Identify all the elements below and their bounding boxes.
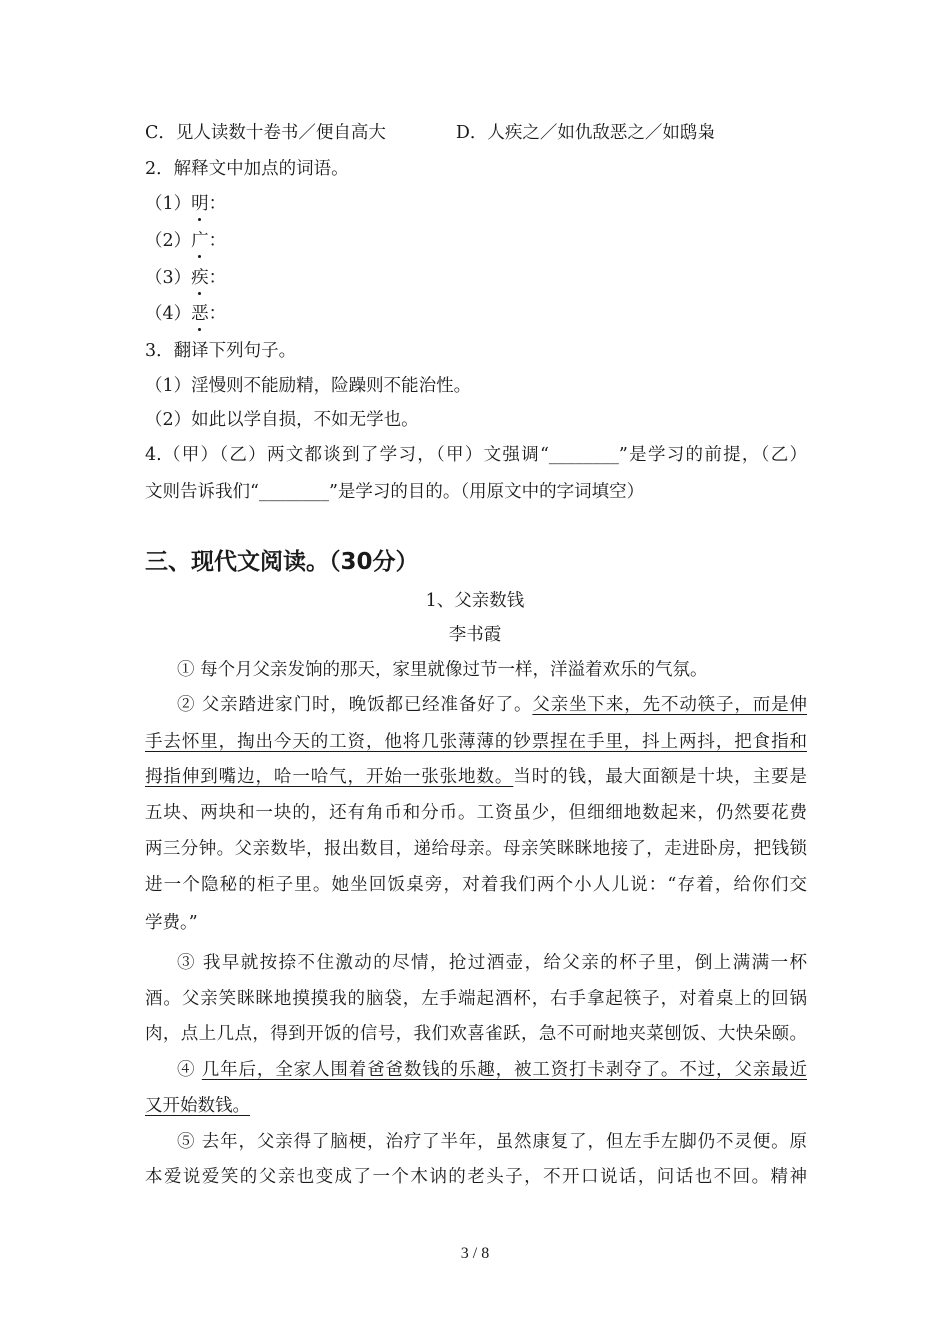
question-4-line-2: 文则告诉我们“________”是学习的目的。（用原文中的字词填空） (145, 482, 645, 502)
underlined-text: 几年后，全家人围着爸爸数钱的乐趣，被工资打卡剥夺了。不过，父亲最近 (201, 1060, 807, 1080)
paragraph-2-line-3: 拇指伸到嘴边，哈一哈气，开始一张张地数。当时的钱，最大面额是十块，主要是 (145, 767, 808, 787)
option-c: C．见人读数十卷书／便自高大 (145, 123, 386, 143)
article-author: 李书霞 (448, 625, 502, 645)
paragraph-2-line-2: 手去怀里，掏出今天的工资，他将几张薄薄的钞票捏在手里，抖上两抖，把食指和 (145, 732, 807, 752)
paragraph-5-line-2: 本爱说爱笑的父亲也变成了一个木讷的老头子，不开口说话，问话也不回。精神 (145, 1167, 807, 1187)
paragraph-3-line-3: 肉，点上几点，得到开饭的信号，我们欢喜雀跃，急不可耐地夹菜刨饭、大快朵颐。 (145, 1024, 807, 1044)
dotted-word: 恶 (191, 304, 209, 324)
dotted-word: 广 (191, 231, 209, 251)
option-d: D．人疾之／如仇敌恶之／如鸱枭 (455, 123, 715, 143)
paragraph-2-line-6: 进一个隐秘的柜子里。她坐回饭桌旁，对着我们两个小人儿说：“存着，给你们交 (145, 875, 807, 895)
paragraph-2-line-5: 两三分钟。父亲数毕，报出数目，递给母亲。母亲笑眯眯地接了，走进卧房，把钱锁 (145, 839, 807, 859)
article-title: 1、父亲数钱 (425, 591, 525, 611)
paragraph-2-line-1: ② 父亲踏进家门时，晚饭都已经准备好了。父亲坐下来，先不动筷子，而是伸 (177, 695, 808, 715)
question-2-item-4: （4）恶： (145, 304, 227, 324)
paragraph-3-line-1: ③ 我早就按捺不住激动的尽情，抢过酒壶，给父亲的杯子里，倒上满满一杯 (177, 953, 807, 973)
paragraph-2-line-7: 学费。” (145, 913, 198, 933)
option-row-cd (145, 121, 715, 145)
page-number: 3 / 8 (460, 1245, 490, 1262)
paragraph-3-line-2: 酒。父亲笑眯眯地摸摸我的脑袋，左手端起酒杯，右手拿起筷子，对着桌上的回锅 (145, 989, 807, 1009)
question-4-line-1: 4.（甲）（乙）两文都谈到了学习，（甲）文强调“________”是学习的前提，（乙） (145, 445, 807, 465)
dotted-word: 明 (191, 194, 209, 214)
question-2-item-3: （3）疾： (145, 268, 227, 288)
question-3-item-2: （2）如此以学自损，不如无学也。 (145, 410, 419, 430)
paragraph-2-line-4: 五块、两块和一块的，还有角币和分币。工资虽少，但细细地数起来，仍然要花费 (145, 803, 807, 823)
question-2-title: 2．解释文中加点的词语。 (145, 159, 349, 179)
section-heading: 三、现代文阅读。（30分） (145, 549, 419, 575)
paragraph-1: ① 每个月父亲发饷的那天，家里就像过节一样，洋溢着欢乐的气氛。 (177, 660, 708, 680)
underlined-text: 拇指伸到嘴边，哈一哈气，开始一张张地数。 (145, 767, 514, 787)
underlined-text: 父亲坐下来，先不动筷子，而是伸 (532, 695, 808, 715)
question-2-item-1: （1）明： (145, 194, 227, 214)
paragraph-4-line-1: ④ 几年后，全家人围着爸爸数钱的乐趣，被工资打卡剥夺了。不过，父亲最近 (177, 1060, 807, 1080)
question-2-item-2: （2）广： (145, 231, 227, 251)
question-3-title: 3．翻译下列句子。 (145, 341, 297, 361)
paragraph-5-line-1: ⑤ 去年，父亲得了脑梗，治疗了半年，虽然康复了，但左手左脚仍不灵便。原 (177, 1132, 807, 1152)
paragraph-4-line-2: 又开始数钱。 (145, 1096, 250, 1116)
dotted-word: 疾 (191, 268, 209, 288)
question-3-item-1: （1）淫慢则不能励精，险躁则不能治性。 (145, 376, 472, 396)
